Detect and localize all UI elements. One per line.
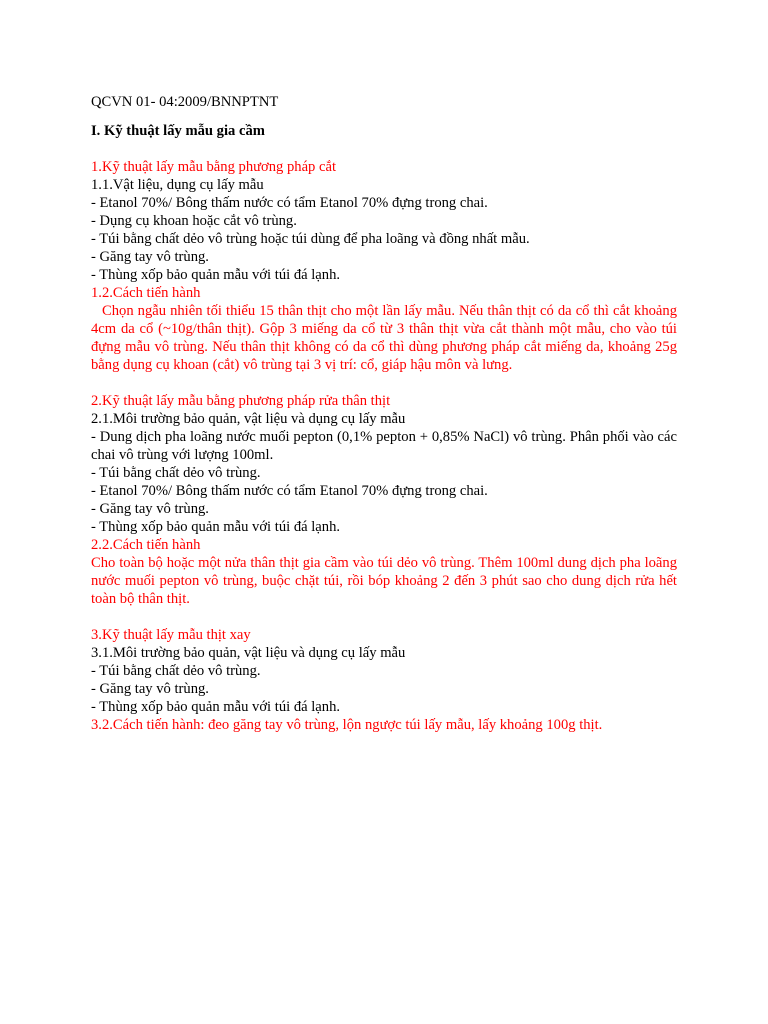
section1-procedure-text: Chọn ngẫu nhiên tối thiểu 15 thân thịt cho một lần lấy mẫu. Nếu thân thịt có da cổ thì cắt khoảng 4cm da cổ (~10g/thân thịt). Gộp 3 miếng da cổ từ 3 thân thịt vừa cắt thành một mẫu, cho vào túi đựng mẫu vô trùng. Nếu thân thịt không có da cổ thì dùng phương pháp cắt miếng da, khoảng 25g bằng dụng cụ khoan (cắt) vô trùng tại 3 vị trí: cổ, giáp hậu môn và lưng. [91, 303, 677, 373]
section3-heading: 3.Kỹ thuật lấy mẫu thịt xay [91, 627, 251, 643]
section1-heading: 1.Kỹ thuật lấy mẫu bằng phương pháp cắt [91, 159, 337, 175]
section1-materials-heading: 1.1.Vật liệu, dụng cụ lấy mẫu [91, 177, 264, 193]
list-item: - Găng tay vô trùng. [91, 249, 209, 265]
list-item: - Găng tay vô trùng. [91, 501, 209, 517]
document-title: I. Kỹ thuật lấy mẫu gia cầm [91, 123, 265, 139]
list-item: - Túi bằng chất dẻo vô trùng. [91, 465, 261, 481]
list-item: - Túi bằng chất dẻo vô trùng hoặc túi dùng để pha loãng và đồng nhất mẫu. [91, 231, 530, 247]
spacer [91, 608, 677, 626]
section1-procedure-heading: 1.2.Cách tiến hành [91, 285, 201, 301]
section2-heading: 2.Kỹ thuật lấy mẫu bằng phương pháp rửa thân thịt [91, 393, 391, 409]
list-item: - Thùng xốp bảo quản mẫu với túi đá lạnh. [91, 519, 341, 535]
section3-materials-heading: 3.1.Môi trường bảo quản, vật liệu và dụng cụ lấy mẫu [91, 645, 406, 661]
list-item-solution: - Dung dịch pha loãng nước muối pepton (0,1% pepton + 0,85% NaCl) vô trùng. Phân phối vào các chai vô trùng với lượng 100ml. [91, 429, 677, 463]
list-item: - Etanol 70%/ Bông thấm nước có tẩm Etanol 70% đựng trong chai. [91, 483, 488, 499]
list-item: - Thùng xốp bảo quản mẫu với túi đá lạnh. [91, 267, 341, 283]
list-item: - Thùng xốp bảo quản mẫu với túi đá lạnh. [91, 699, 341, 715]
list-item: - Găng tay vô trùng. [91, 681, 209, 697]
spacer [91, 140, 677, 158]
section2-procedure-heading: 2.2.Cách tiến hành [91, 537, 201, 553]
list-item: - Etanol 70%/ Bông thấm nước có tẩm Etanol 70% đựng trong chai. [91, 195, 488, 211]
list-item: - Dụng cụ khoan hoặc cắt vô trùng. [91, 213, 297, 229]
section3-procedure-line: 3.2.Cách tiến hành: đeo găng tay vô trùng, lộn ngược túi lấy mẫu, lấy khoảng 100g thịt. [91, 717, 603, 733]
section2-materials-heading: 2.1.Môi trường bảo quản, vật liệu và dụng cụ lấy mẫu [91, 411, 406, 427]
spacer [91, 374, 677, 392]
section2-procedure-text: Cho toàn bộ hoặc một nửa thân thịt gia cầm vào túi dẻo vô trùng. Thêm 100ml dung dịch pha loãng nước muối pepton vô trùng, buộc chặt túi, rồi bóp khoảng 2 đến 3 phút sao cho dung dịch rửa hết toàn bộ thân thịt. [91, 555, 677, 607]
document-page [91, 93, 677, 734]
list-item: - Túi bằng chất dẻo vô trùng. [91, 663, 261, 679]
spacer [91, 111, 677, 122]
standard-code: QCVN 01- 04:2009/BNNPTNT [91, 94, 279, 110]
